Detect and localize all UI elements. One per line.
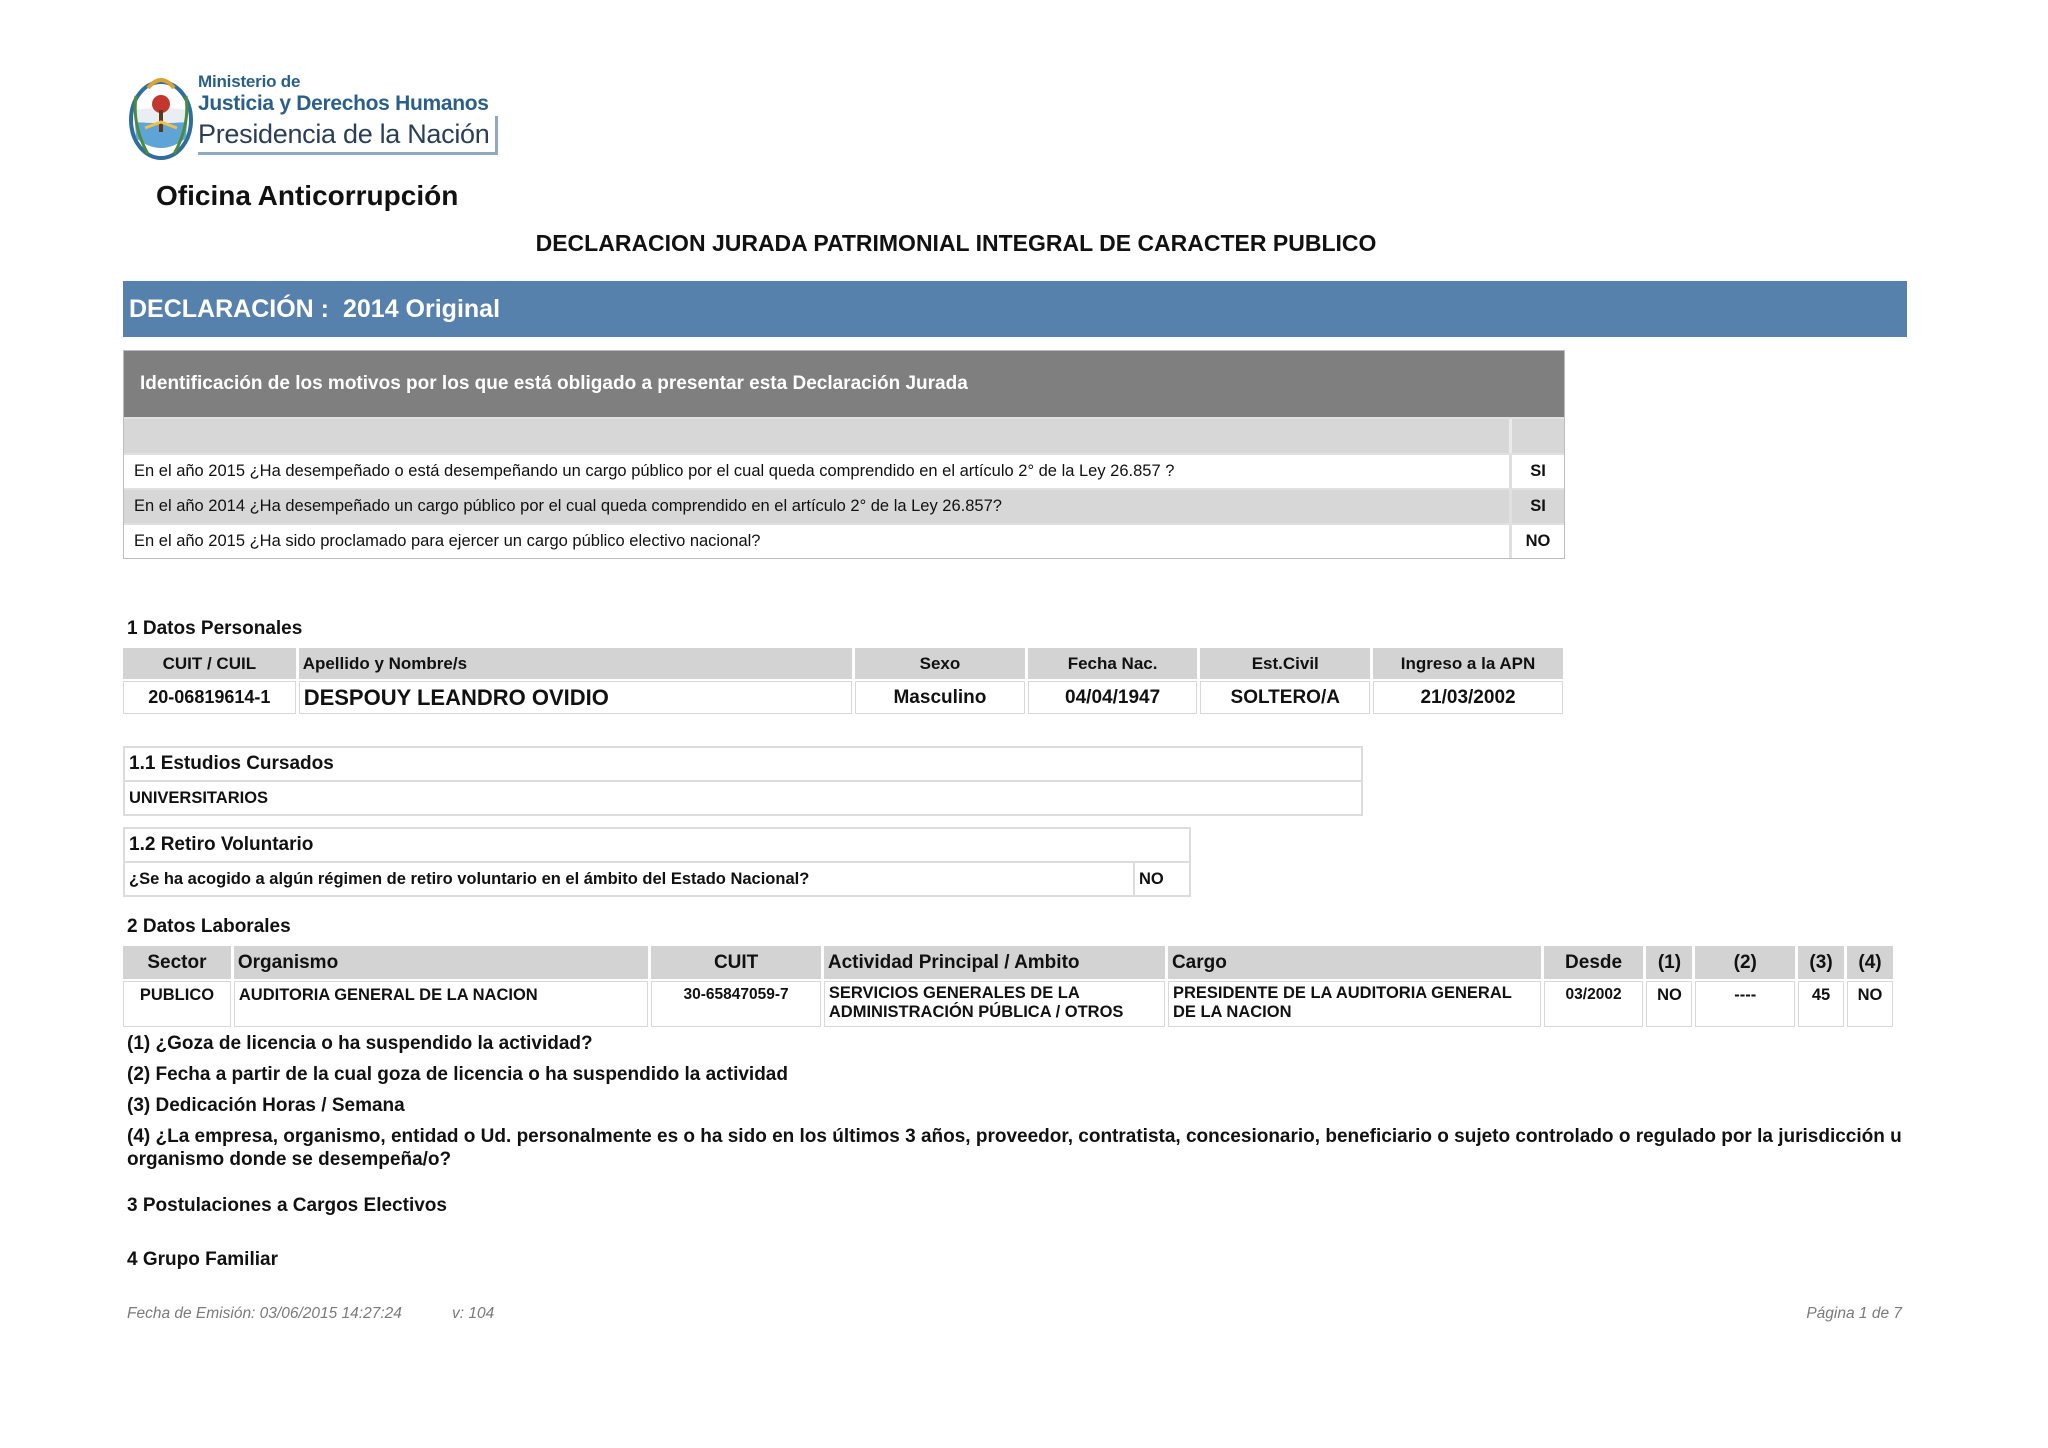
note4-value: NO xyxy=(1847,981,1893,1027)
reasons-title: Identificación de los motivos por los que está obligado a presentar esta Declaración Jurada xyxy=(124,351,1564,417)
col-since: Desde xyxy=(1544,946,1644,979)
retirement-heading: 1.2 Retiro Voluntario xyxy=(125,829,1189,863)
col-name: Apellido y Nombre/s xyxy=(299,648,852,679)
reason-answer: SI xyxy=(1530,497,1546,515)
reason-row xyxy=(124,488,1564,523)
org-cuit-value: 30-65847059-7 xyxy=(651,981,821,1027)
footnote: (2) Fecha a partir de la cual goza de licencia o ha suspendido la actividad xyxy=(127,1064,788,1085)
reason-answer: SI xyxy=(1530,462,1546,480)
reason-question: En el año 2015 ¿Ha sido proclamado para ejercer un cargo público electivo nacional? xyxy=(124,525,1512,558)
col-org-cuit: CUIT xyxy=(651,946,821,979)
col-note3: (3) xyxy=(1798,946,1844,979)
col-note4: (4) xyxy=(1847,946,1893,979)
name-value: DESPOUY LEANDRO OVIDIO xyxy=(299,681,852,714)
declaration-label: DECLARACIÓN : xyxy=(129,295,329,323)
declaration-value: 2014 Original xyxy=(343,295,501,323)
birthdate-value: 04/04/1947 xyxy=(1028,681,1198,714)
electoral-candidacies-heading: 3 Postulaciones a Cargos Electivos xyxy=(127,1195,447,1216)
logo-presidency-line: Presidencia de la Nación xyxy=(198,116,498,155)
cuit-value: 20-06819614-1 xyxy=(123,681,296,714)
sex-value: Masculino xyxy=(855,681,1025,714)
col-position: Cargo xyxy=(1168,946,1541,979)
retirement-answer: NO xyxy=(1139,870,1164,888)
reason-row xyxy=(124,453,1564,488)
footnote: (1) ¿Goza de licencia o ha suspendido la actividad? xyxy=(127,1033,593,1054)
position-value: PRESIDENTE DE LA AUDITORIA GENERAL DE LA NACION xyxy=(1168,981,1541,1027)
reason-question: En el año 2014 ¿Ha desempeñado un cargo público por el cual queda comprendido en el artículo 2° de la Ley 26.857? xyxy=(124,490,1512,523)
note3-value: 45 xyxy=(1798,981,1844,1027)
retirement-row xyxy=(125,863,1189,895)
reason-answer: NO xyxy=(1525,532,1551,550)
reason-row xyxy=(124,523,1564,558)
civil-status-value: SOLTERO/A xyxy=(1200,681,1370,714)
document-title: DECLARACION JURADA PATRIMONIAL INTEGRAL DE CARACTER PUBLICO xyxy=(535,230,1377,256)
logo-justice-line: Justicia y Derechos Humanos xyxy=(198,92,489,115)
col-apn-entry: Ingreso a la APN xyxy=(1373,648,1563,679)
logo-text xyxy=(198,72,498,155)
retirement-box xyxy=(123,827,1191,897)
col-cuit: CUIT / CUIL xyxy=(123,648,296,679)
page-number: Página 1 de 7 xyxy=(1806,1305,1902,1322)
emission-date: Fecha de Emisión: 03/06/2015 14:27:24 xyxy=(127,1305,402,1322)
col-activity: Actividad Principal / Ambito xyxy=(824,946,1165,979)
studies-box xyxy=(123,746,1363,816)
declaration-banner xyxy=(123,281,1907,337)
studies-heading: 1.1 Estudios Cursados xyxy=(125,748,1361,782)
office-name: Oficina Anticorrupción xyxy=(156,180,459,211)
apn-entry-value: 21/03/2002 xyxy=(1373,681,1563,714)
footnotes xyxy=(127,1032,1927,1179)
col-sector: Sector xyxy=(123,946,231,979)
national-crest-icon xyxy=(128,66,194,168)
col-sex: Sexo xyxy=(855,648,1025,679)
work-data-heading: 2 Datos Laborales xyxy=(127,916,291,937)
col-note2: (2) xyxy=(1695,946,1795,979)
version: v: 104 xyxy=(452,1305,495,1322)
retirement-question: ¿Se ha acogido a algún régimen de retiro voluntario en el ámbito del Estado Nacional? xyxy=(129,863,1135,895)
col-organism: Organismo xyxy=(234,946,648,979)
personal-data-heading: 1 Datos Personales xyxy=(127,618,303,639)
since-value: 03/2002 xyxy=(1544,981,1644,1027)
studies-value: UNIVERSITARIOS xyxy=(129,789,269,807)
work-data-table xyxy=(120,944,1896,1029)
sector-value: PUBLICO xyxy=(123,981,231,1027)
activity-value: SERVICIOS GENERALES DE LA ADMINISTRACIÓN PÚBLICA / OTROS xyxy=(824,981,1165,1027)
organism-value: AUDITORIA GENERAL DE LA NACION xyxy=(234,981,648,1027)
col-note1: (1) xyxy=(1646,946,1692,979)
footnote: (4) ¿La empresa, organismo, entidad o Ud. personalmente es o ha sido en los últimos 3 años, proveedor, contratista, concesionario, beneficiario o sujeto controlado o regulado por la jurisdicción u organismo donde se desempeña/o? xyxy=(127,1126,1902,1170)
family-group-heading: 4 Grupo Familiar xyxy=(127,1249,278,1270)
footnote: (3) Dedicación Horas / Semana xyxy=(127,1095,405,1116)
logo-ministry-line: Ministerio de xyxy=(198,72,301,91)
personal-data-table xyxy=(120,646,1566,716)
reasons-table xyxy=(123,350,1565,559)
col-civil-status: Est.Civil xyxy=(1200,648,1370,679)
col-birthdate: Fecha Nac. xyxy=(1028,648,1198,679)
reason-question: En el año 2015 ¿Ha desempeñado o está desempeñando un cargo público por el cual queda comprendido en el artículo 2° de la Ley 26.857 ? xyxy=(124,455,1512,488)
note1-value: NO xyxy=(1646,981,1692,1027)
reasons-subheader xyxy=(124,417,1564,453)
note2-value: ---- xyxy=(1695,981,1795,1027)
